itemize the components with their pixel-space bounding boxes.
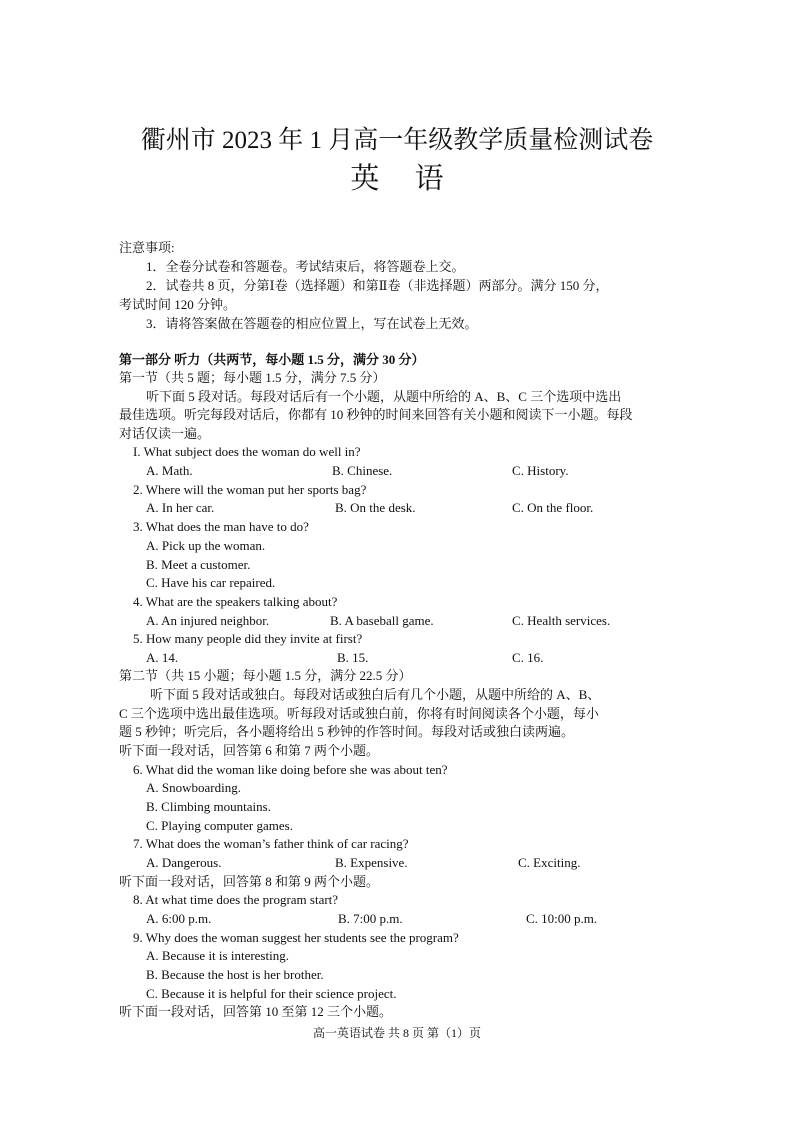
option-a: A. An injured neighbor. xyxy=(146,613,270,628)
question-stem: 9. Why does the woman suggest her students see the program? xyxy=(133,930,459,945)
section1-instruction: 对话仅读一遍。 xyxy=(119,426,211,441)
option-c: C. On the floor. xyxy=(512,500,594,515)
option-c: C. Exciting. xyxy=(518,855,581,870)
notice-heading: 注意事项: xyxy=(119,240,175,255)
page-footer: 高一英语试卷 共 8 页 第（1）页 xyxy=(312,1026,481,1040)
question-stem: 3. What does the man have to do? xyxy=(133,519,309,534)
notice-item: 2．试卷共 8 页，分第Ⅰ卷（选择题）和第Ⅱ卷（非选择题）两部分。满分 150 分， xyxy=(146,278,609,293)
option-a: A. In her car. xyxy=(146,500,215,515)
option-a: A. Dangerous. xyxy=(146,855,222,870)
option-c: C. 16. xyxy=(512,650,544,665)
option-b: B. Because the host is her brother. xyxy=(146,967,324,982)
option-c: C. Have his car repaired. xyxy=(146,575,276,590)
question-stem: 8. At what time does the program start? xyxy=(133,892,339,907)
question-stem: 6. What did the woman like doing before she was about ten? xyxy=(133,762,448,777)
option-a: A. Pick up the woman. xyxy=(146,538,266,553)
exam-title: 衢州市 2023 年 1 月高一年级教学质量检测试卷 xyxy=(140,127,654,154)
option-b: B. 7:00 p.m. xyxy=(338,911,403,926)
option-c: C. Because it is helpful for their science project. xyxy=(146,986,397,1001)
option-b: B. On the desk. xyxy=(335,500,416,515)
question-stem: 4. What are the speakers talking about? xyxy=(133,594,338,609)
question-stem: 7. What does the woman’s father think of car racing? xyxy=(133,836,409,851)
option-b: B. 15. xyxy=(337,650,369,665)
section2-instruction: C 三个选项中选出最佳选项。听每段对话或独白前，你将有时间阅读各个小题，每小 xyxy=(119,706,599,721)
notice-item: 3．请将答案做在答题卷的相应位置上，写在试卷上无效。 xyxy=(146,316,478,331)
group-intro: 听下面一段对话，回答第 8 和第 9 两个小题。 xyxy=(119,874,380,889)
question-stem: I. What subject does the woman do well in? xyxy=(133,444,361,459)
option-b: B. Climbing mountains. xyxy=(146,799,271,814)
group-intro: 听下面一段对话，回答第 10 至第 12 三个小题。 xyxy=(119,1004,393,1019)
option-c: C. Playing computer games. xyxy=(146,818,293,833)
option-b: B. Meet a customer. xyxy=(146,557,251,572)
option-b: B. A baseball game. xyxy=(330,613,434,628)
group-intro: 听下面一段对话，回答第 6 和第 7 两个小题。 xyxy=(119,743,380,758)
option-a: A. 6:00 p.m. xyxy=(146,911,212,926)
option-c: C. Health services. xyxy=(512,613,611,628)
part1-heading: 第一部分 听力（共两节，每小题 1.5 分，满分 30 分） xyxy=(119,352,425,367)
section1-heading: 第一节（共 5 题；每小题 1.5 分，满分 7.5 分） xyxy=(119,370,386,385)
option-a: A. Because it is interesting. xyxy=(146,948,289,963)
option-a: A. Math. xyxy=(146,463,193,478)
exam-subject: 英 语 xyxy=(350,163,458,195)
section1-instruction: 最佳选项。听完每段对话后，你都有 10 秒钟的时间来回答有关小题和阅读下一小题。每段 xyxy=(119,407,633,422)
option-a: A. Snowboarding. xyxy=(146,780,241,795)
question-stem: 5. How many people did they invite at first? xyxy=(133,631,363,646)
option-c: C. History. xyxy=(512,463,569,478)
section2-instruction: 听下面 5 段对话或独白。每段对话或独白后有几个小题，从题中所给的 A、B、 xyxy=(150,687,601,702)
option-a: A. 14. xyxy=(146,650,179,665)
option-b: B. Expensive. xyxy=(335,855,408,870)
option-c: C. 10:00 p.m. xyxy=(526,911,598,926)
option-b: B. Chinese. xyxy=(332,463,393,478)
section2-instruction: 题 5 秒钟；听完后，各小题将给出 5 秒钟的作答时间。每段对话或独白读两遍。 xyxy=(119,724,575,739)
section1-instruction: 听下面 5 段对话。每段对话后有一个小题，从题中所给的 A、B、C 三个选项中选出 xyxy=(146,389,622,404)
section2-heading: 第二节（共 15 小题；每小题 1.5 分，满分 22.5 分） xyxy=(119,668,412,683)
notice-item: 考试时间 120 分钟。 xyxy=(119,297,237,312)
question-stem: 2. Where will the woman put her sports bag? xyxy=(133,482,367,497)
notice-item: 1．全卷分试卷和答题卷。考试结束后，将答题卷上交。 xyxy=(146,259,465,274)
